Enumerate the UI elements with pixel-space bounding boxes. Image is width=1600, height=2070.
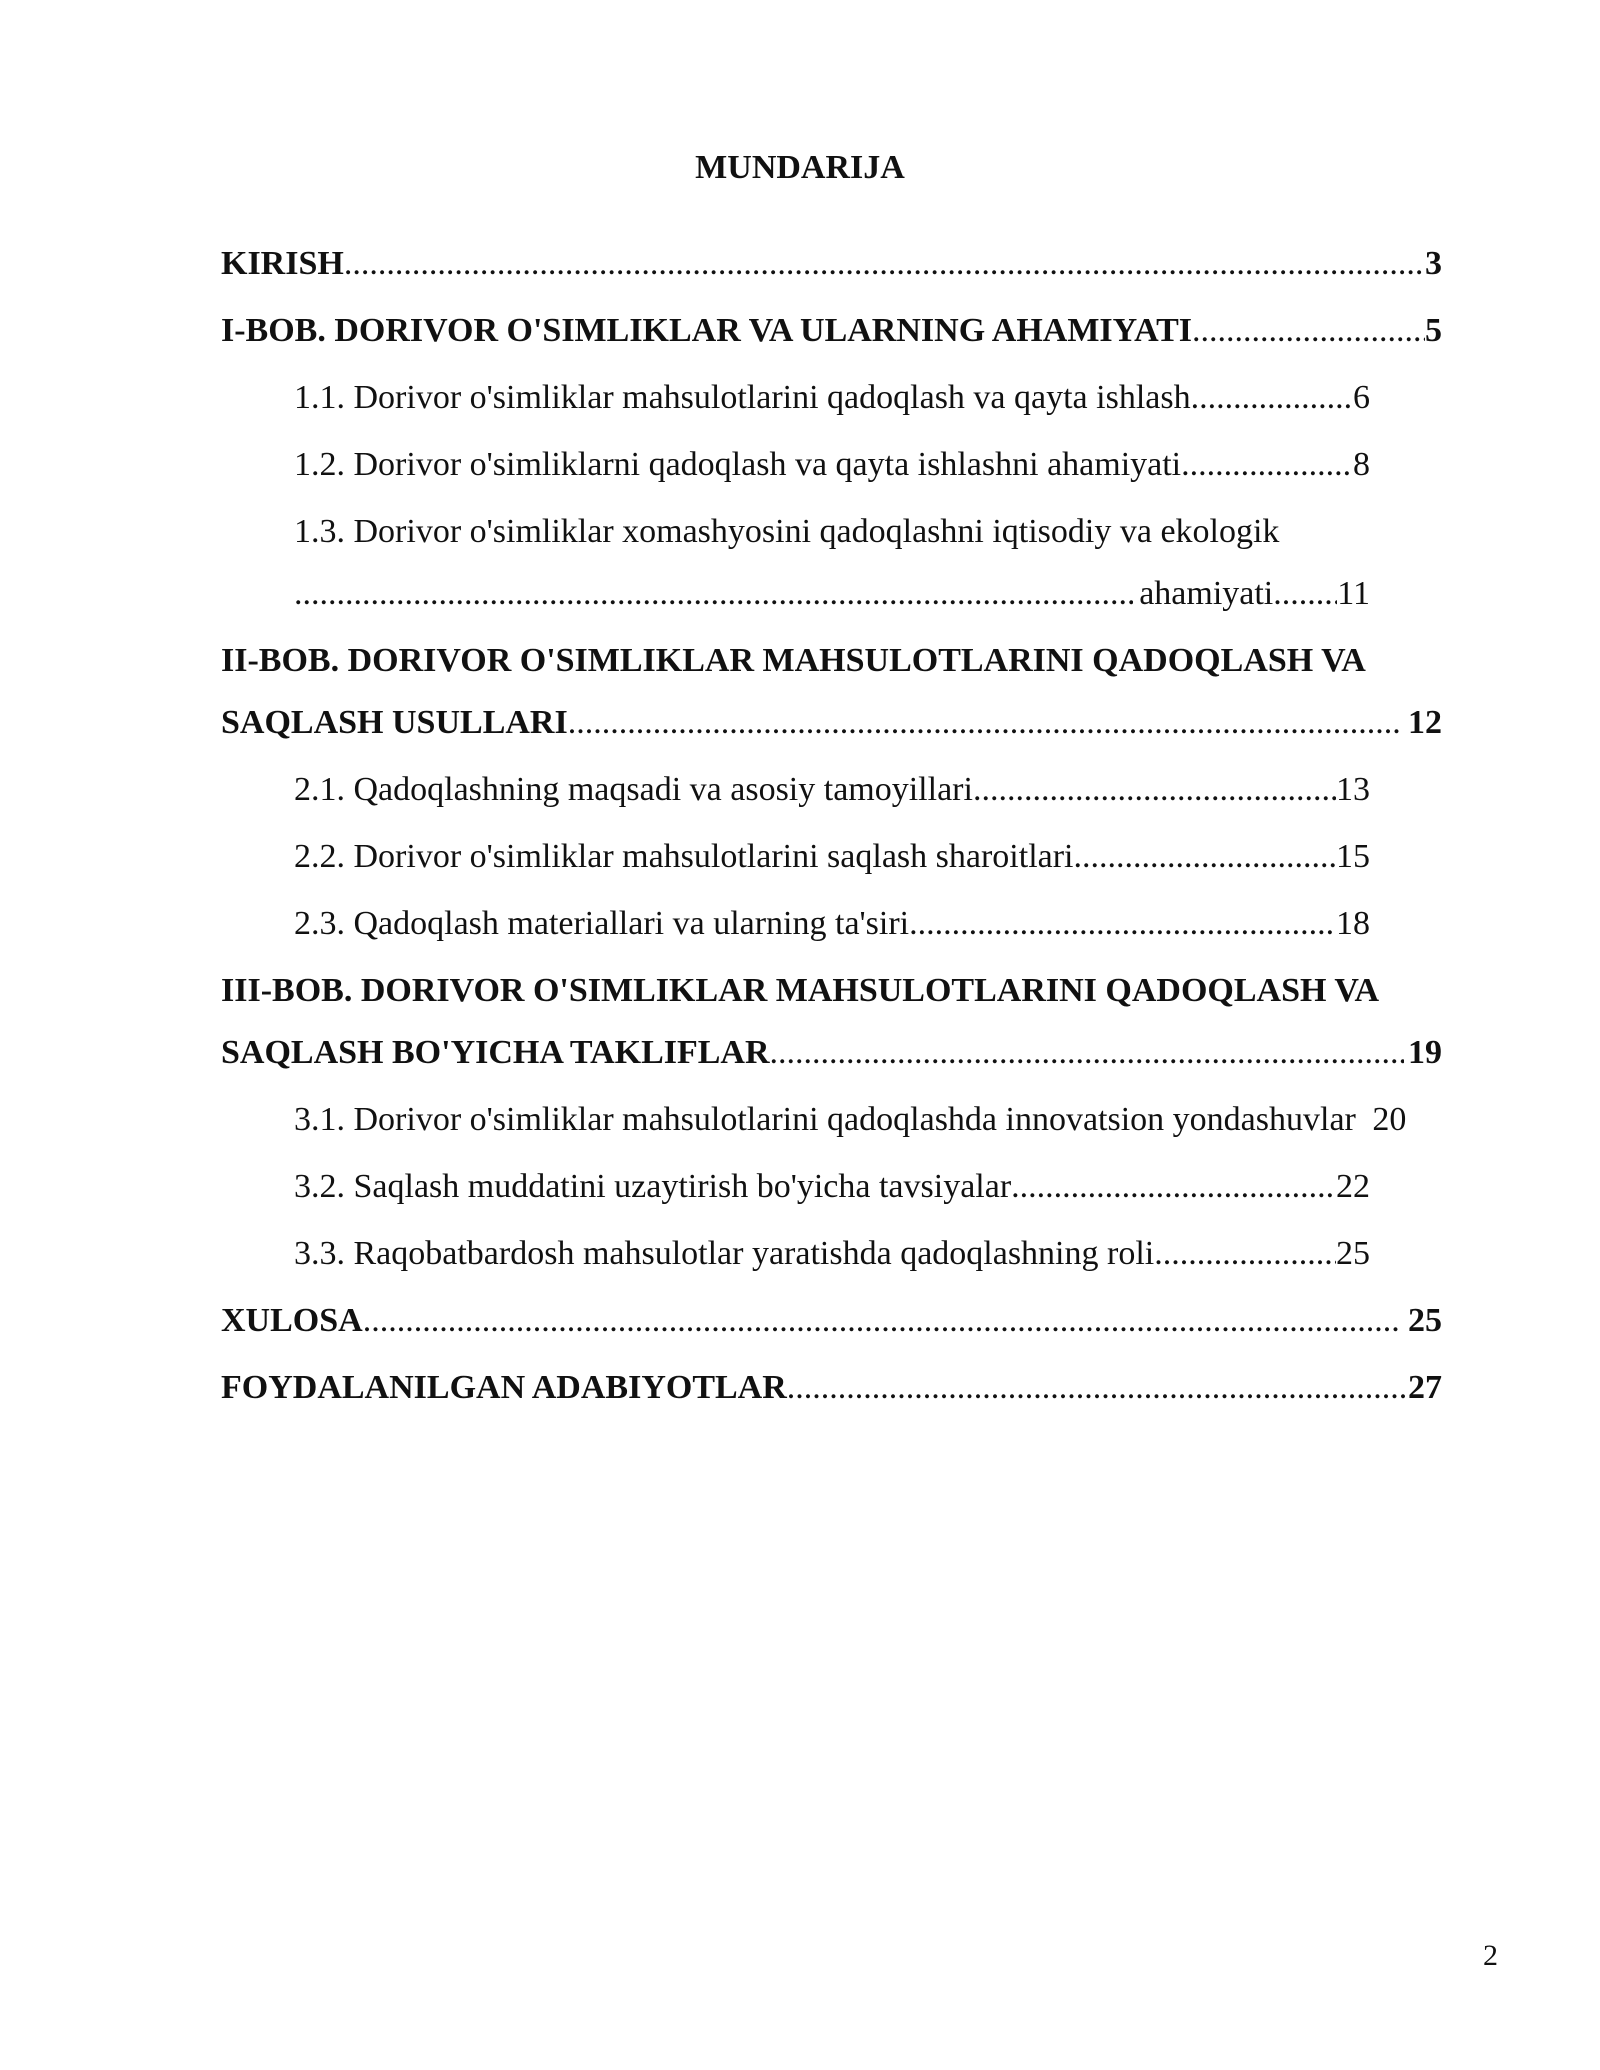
- toc-entry-chapter-2-line1[interactable]: II-BOB. DORIVOR O'SIMLIKLAR MAHSULOTLARINI QADOQLASH VA: [221, 642, 1366, 679]
- toc-page-number: 22: [1336, 1168, 1370, 1205]
- dot-leader: [909, 901, 1336, 947]
- dot-leader: [1181, 442, 1353, 488]
- toc-entry-references[interactable]: [221, 1365, 1442, 1411]
- toc-entry-section-1-1[interactable]: [294, 375, 1370, 421]
- toc-entry-title: 2.2. Dorivor o'simliklar mahsulotlarini saqlash sharoitlari: [294, 838, 1074, 875]
- toc-page-number: 13: [1336, 771, 1370, 808]
- toc-page-number: 3: [1425, 245, 1442, 282]
- toc-entry-kirish[interactable]: [221, 241, 1442, 287]
- toc-page-number: 18: [1336, 905, 1370, 942]
- toc-entry-section-3-2[interactable]: [294, 1164, 1370, 1210]
- dot-leader: [1273, 571, 1337, 617]
- dot-leader: [770, 1030, 1404, 1076]
- toc-entry-section-2-3[interactable]: [294, 901, 1370, 947]
- page-title: MUNDARIJA: [695, 149, 905, 186]
- toc-entry-chapter-1[interactable]: [221, 308, 1442, 354]
- toc-entry-section-1-2[interactable]: [294, 442, 1370, 488]
- dot-leader: [1074, 834, 1337, 880]
- toc-entry-title: 2.1. Qadoqlashning maqsadi va asosiy tamoyillari: [294, 771, 973, 808]
- toc-entry-title: 3.1. Dorivor o'simliklar mahsulotlarini qadoqlashda innovatsion yondashuvlar: [294, 1101, 1356, 1138]
- toc-page-number: 6: [1353, 379, 1370, 416]
- toc-page-number: 25: [1336, 1235, 1370, 1272]
- dot-leader: [973, 767, 1336, 813]
- toc-entry-title: 3.3. Raqobatbardosh mahsulotlar yaratishda qadoqlashning roli: [294, 1235, 1155, 1272]
- page-number: 2: [1483, 1939, 1498, 1972]
- toc-page-number: 8: [1353, 446, 1370, 483]
- dot-leader: [363, 1298, 1402, 1344]
- toc-page-number: 15: [1336, 838, 1370, 875]
- toc-entry-title: 1.2. Dorivor o'simliklarni qadoqlash va qayta ishlashni ahamiyati: [294, 446, 1182, 483]
- dot-leader: [1154, 1231, 1336, 1277]
- toc-entry-chapter-2-line2[interactable]: [221, 700, 1442, 746]
- dot-leader: [568, 700, 1402, 746]
- toc-page-number: 5: [1425, 312, 1442, 349]
- toc-page-number: 11: [1337, 575, 1370, 612]
- toc-entry-title: 3.2. Saqlash muddatini uzaytirish bo'yicha tavsiyalar: [294, 1168, 1012, 1205]
- toc-entry-chapter-3-line1[interactable]: III-BOB. DORIVOR O'SIMLIKLAR MAHSULOTLARINI QADOQLASH VA: [221, 972, 1380, 1009]
- toc-entry-title: XULOSA: [221, 1302, 363, 1339]
- toc-page-number: 25: [1408, 1302, 1442, 1339]
- dot-leader: [1011, 1164, 1336, 1210]
- toc-page-number: 27: [1408, 1369, 1442, 1406]
- toc-entry-title: SAQLASH BO'YICHA TAKLIFLAR: [221, 1034, 770, 1071]
- toc-entry-section-1-3-line2[interactable]: [294, 571, 1370, 617]
- toc-entry-title: 1.1. Dorivor o'simliklar mahsulotlarini qadoqlash va qayta ishlash: [294, 379, 1191, 416]
- toc-entry-section-2-1[interactable]: [294, 767, 1370, 813]
- toc-page-number: 20: [1372, 1101, 1407, 1138]
- toc-entry-title: I-BOB. DORIVOR O'SIMLIKLAR VA ULARNING AHAMIYATI: [221, 312, 1193, 349]
- toc-entry-title: KIRISH: [221, 245, 344, 282]
- toc-entry-section-2-2[interactable]: [294, 834, 1370, 880]
- dot-leader: [344, 241, 1425, 287]
- dot-leader: [1192, 308, 1425, 354]
- toc-entry-section-1-3-line1[interactable]: 1.3. Dorivor o'simliklar xomashyosini qadoqlashni iqtisodiy va ekologik: [294, 513, 1280, 550]
- dot-leader: [1191, 375, 1353, 421]
- dot-leader: [294, 571, 1133, 617]
- toc-entry-section-3-1[interactable]: [294, 1097, 1406, 1143]
- toc-page-number: 12: [1408, 704, 1442, 741]
- dot-leader: [787, 1365, 1408, 1411]
- toc-entry-section-3-3[interactable]: [294, 1231, 1370, 1277]
- toc-entry-title: FOYDALANILGAN ADABIYOTLAR: [221, 1369, 787, 1406]
- toc-entry-title: SAQLASH USULLARI: [221, 704, 568, 741]
- toc-entry-chapter-3-line2[interactable]: [221, 1030, 1442, 1076]
- toc-entry-title: ahamiyati: [1139, 575, 1274, 612]
- toc-entry-xulosa[interactable]: [221, 1298, 1442, 1344]
- toc-entry-title: 2.3. Qadoqlash materiallari va ularning ta'siri: [294, 905, 910, 942]
- toc-page-number: 19: [1408, 1034, 1442, 1071]
